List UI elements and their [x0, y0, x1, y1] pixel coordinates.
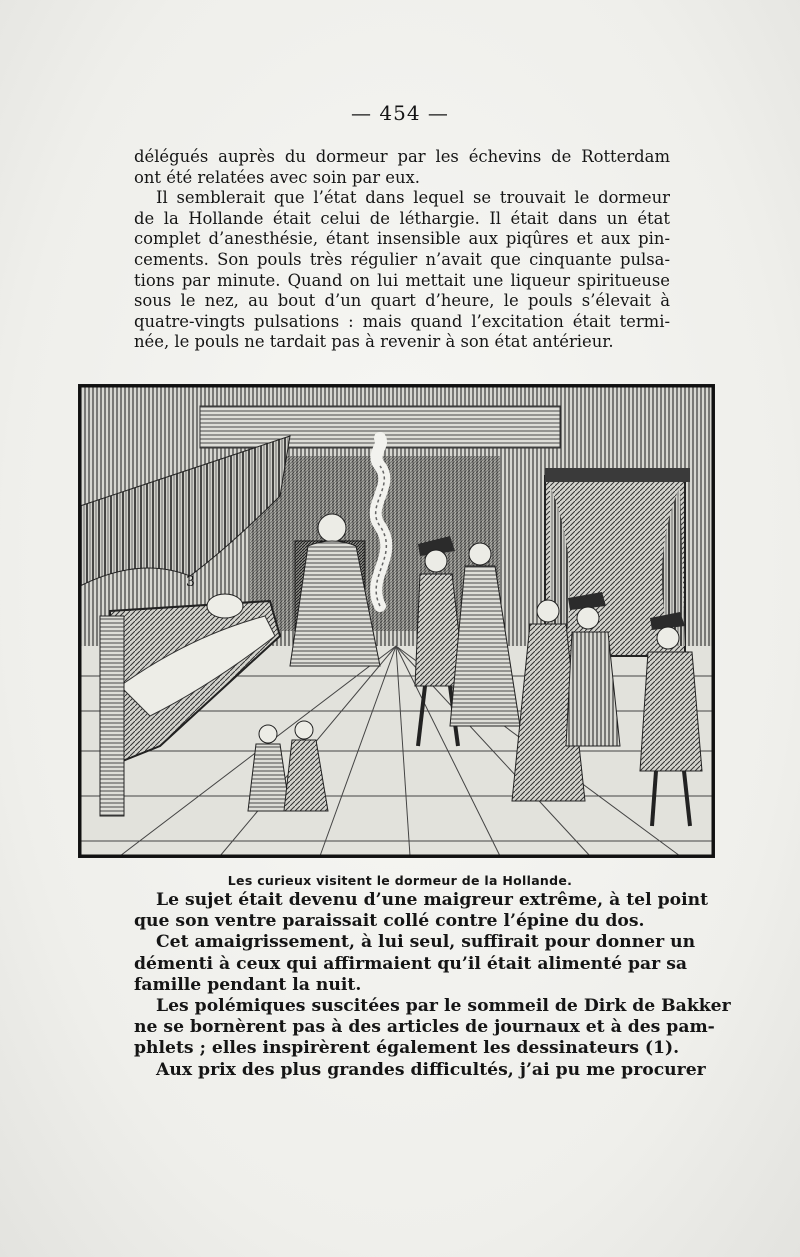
text-line: Les polémiques suscitées par le sommeil de Dirk de Bakker	[156, 995, 731, 1016]
text-line: démenti à ceux qui affirmaient qu’il était alimenté par sa	[134, 953, 688, 974]
text-line: de la Hollande était celui de léthargie. Il était dans un état	[134, 208, 670, 228]
text-line: Le sujet était devenu d’une maigreur extrême, à tel point	[156, 890, 709, 910]
text-line: complet d’anesthésie, étant insensible aux piqûres et aux pin-	[134, 229, 670, 249]
text-line: tions par minute. Quand on lui mettait une liqueur spiritueuse	[134, 270, 670, 290]
figure-caption: Les curieux visitent le dormeur de la Hollande.	[227, 873, 573, 888]
text-line: ont été relatées avec soin par eux.	[134, 167, 421, 187]
sleeper-head	[207, 594, 243, 618]
text-line: phlets ; elles inspirèrent également les dessinateurs (1).	[134, 1038, 680, 1059]
text-line: délégués auprès du dormeur par les échevins de Rotterdam	[134, 147, 670, 166]
page-number: — 454 —	[351, 101, 449, 125]
text-line: Cet amaigrissement, à lui seul, suffirait pour donner un	[156, 932, 696, 953]
bottom-text-block	[134, 890, 731, 1081]
text-line: quatre-vingts pulsations : mais quand l’excitation était termi-	[134, 311, 670, 331]
top-text-block	[134, 147, 670, 353]
text-line: que son ventre paraissait collé contre l’épine du dos.	[134, 911, 645, 932]
visitor-right	[640, 652, 702, 771]
text-line: sous le nez, au bout d’un quart d’heure, le pouls s’élevait à	[134, 291, 670, 311]
seated-woman-head	[318, 514, 346, 542]
text-line: ne se bornèrent pas à des articles de journaux et à des pam-	[134, 1017, 715, 1038]
text-line: Il semblerait que l’état dans lequel se trouvait le dormeur	[156, 188, 670, 208]
plate-number: 3	[186, 574, 195, 590]
engraving-illustration	[78, 384, 715, 858]
text-line: cements. Son pouls très régulier n’avait que cinquante pulsa-	[134, 249, 670, 269]
text-line: née, le pouls ne tardait pas à revenir à son état antérieur.	[134, 332, 614, 352]
text-line: Aux prix des plus grandes difficultés, j’ai pu me procurer	[156, 1059, 706, 1080]
text-line: famille pendant la nuit.	[134, 974, 362, 995]
